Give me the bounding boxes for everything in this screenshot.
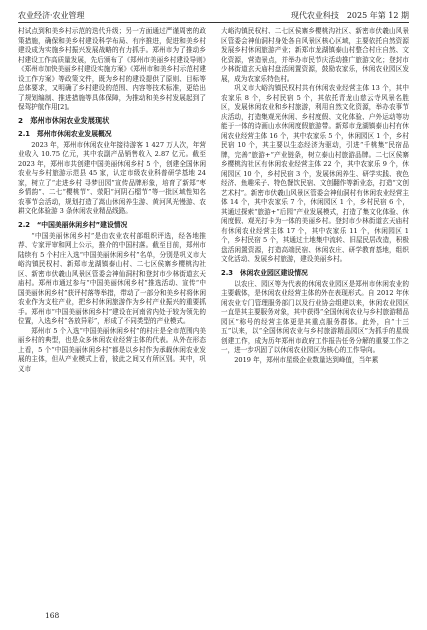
body-paragraph: 以农庄、园区等为代表的休闲农业园区是郑州市休闲农业的主要载体，是休闲农业经营主体的外在表现形式。自 2012 年休闲农业专门管理服务部门以及行业协会组建以来，休闲农业园区一直是其主要服务对象，其中获得“全国休闲农业与乡村旅游精品园区”称号的经营主体更是其重点服务群体。此外，自“十三五”以来，以“全国休闲农业与乡村旅游精品园区”为抓手的星级创建工作，成为历年郑州市政府工作报告任务分解的重要工作之一，进一步巩固了以休闲农业园区为核心的工作导向。 — [221, 279, 409, 354]
left-column — [18, 27, 206, 587]
body-paragraph: 村试点到和美乡村示范的迭代升级；另一方面通过严谨周密的政策措施，确保和美乡村建设科学布局、有序推进，促进和美乡村建设成为实施乡村振兴发展战略的有力抓手。郑州市为了推动乡村建设工作高质量发展，先后颁布了《郑州市美丽乡村建设导则》《郑州市加快美丽乡村建设实施方案》《郑州市和美乡村示范村建设工作方案》等政策文件，既为乡村的建设提供了原则、目标等总体要求，又明确了乡村建设的范围、内容等技术标准，更给出了规划编制、推进措施等具体保障，为推动和美乡村发展起到了保驾护航作用[2]。 — [18, 27, 206, 111]
body-paragraph: 大峪沟镇民权村、二七区侯寨乡樱桃沟社区、新密市伏羲山风景区管委会神仙洞村身处各自风景区核心区域，主要依托自然资源发展乡村休闲旅游产业；新郑市龙湖镇泰山村整合村庄自然、文化资源，营造景点，并举办市民节庆活动推广旅游文化；登封市少林街道玄天庙村盘活闲置资源，鼓励农家乐，休闲农业园区发展，成为农家乐特色村。 — [221, 27, 409, 83]
body-paragraph: 2019 年，郑州市星级企业数量达到峰值，当年累 — [234, 355, 379, 364]
header-journal-issue: 现代农业科技 2025 年第 12 期 — [290, 11, 409, 20]
body-paragraph: “中国美丽休闲乡村”是由农业农村部组织评选，经各地推荐、专家评审和网上公示，推介的中国村落。截至目前，郑州市陆续有 5 个村庄入选“中国美丽休闲乡村”名单，分别是巩义市大峪沟镇民权村、新郑市龙湖镇泰山村、二七区侯寨乡樱桃沟社区、新密市伏羲山风景区管委会神仙洞村和登封市少林街道玄天庙村。郑州市通过参与“中国美丽休闲乡村”推选活动、宣传“中国美丽休闲乡村”获评村落等举措，带动了一部分和美乡村将休闲农业作为支柱产业，把乡村休闲旅游作为乡村产业振兴的重要抓手。郑州市“中国美丽休闲乡村”建设在河南省内处于较为领先的位置，入选乡村“各放异彩”，形成了不同类型的产业模式。 — [18, 231, 206, 325]
body-paragraph: 郑州市 5 个入选“中国美丽休闲乡村”的村庄是全市范围内美丽乡村的典型，也是众多休闲农业经营主体的代表。从外在形态上看，5 个“中国美丽休闲乡村”都是以乡村作为承载休闲农业发展的主体，但从产业模式上看，彼此之间又有所区别。其中，巩义市 — [18, 326, 206, 373]
body-paragraph: 2023 年，郑州市休闲农业年接待游客 1 427 万人次，年营业收入 10.75 亿元，其中农副产品销售收入 2.87 亿元。截至 2023 年，郑州市共创建中国美丽休闲乡村 5 个，创建全国休闲农业与乡村旅游示范县 45 家，认定市级农业科普研学基地 24 家，树立了“走进乡村 寻梦田园”宣传品牌形象，培育了新郑“枣乡情韵”、二七“樱桃节”、荥阳“河阴石榴节”等一批区域性知名农事节会活动，规划打造了嵩山休闲养生游、黄河风光慢游、农耕文化体验游 3 条休闲农业精品线路。 — [18, 140, 206, 215]
section-heading: 2.3 休闲农业园区建设情况 — [221, 268, 308, 277]
right-column — [221, 27, 409, 602]
running-header — [18, 8, 409, 23]
section-heading: 2.1 郑州市休闲农业发展概况 — [18, 129, 112, 138]
body-paragraph: 巩义市大峪沟镇民权村共有休闲农业经营主体 13 个，其中农家乐 8 个，乡村民宿 5 个，其依托青龙山慈云寺风景名胜区，发展休闲农业和乡村旅游，利用自然文化资源，举办农事节庆活动，打造集观光休闲、乡村度假、文化体验、户外运动等功能于一体的诗画山水休闲度假旅游带。新郑市龙湖镇泰山村有休闲农业经营主体 16 个，其中农家乐 5 个，休闲园区 1 个，乡村民宿 10 个，其主要以生态经济为驱动，引进“千桃集”民宿品牌，完善“旅游+”产业链条，树立泰山村旅游品牌。二七区侯寨乡樱桃沟社区有休闲农业经营主体 22 个，其中农家乐 9 个，休闲园区 10 个，乡村民宿 3 个，发展休闲养生、研学实践、夜色经济、鱼趣采子、特色餐饮民宿、文创翻作等新业态，打造“文创艺术村”。新密市伏羲山风景区管委会神仙洞村有休闲农业经营主体 14 个，其中农家乐 7 个，休闲园区 1 个，乡村民宿 6 个，其通过探索“旅游+”后园“产业发展模式，打造了集文化体验、休闲度假、观光打卡为一体的美丽乡村。登封市少林街道玄天庙村有休闲农业经营主体 17 个，其中农家乐 11 个，休闲园区 1 个，乡村民宿 5 个，其通过土地集中流转、旧屋民居改造，积极盘活闲置资源，打造高端民宿、休闲农庄、研学教育基地，组织文化活动、发展乡村旅游，建设美丽乡村。 — [221, 84, 409, 263]
page-number: 168 — [45, 611, 60, 620]
header-section-title: 农业经济·农业管理 — [18, 11, 85, 20]
section-heading: 2 郑州市休闲农业发展现状 — [18, 115, 110, 125]
section-heading: 2.2 “中国美丽休闲乡村”建设情况 — [18, 220, 128, 229]
